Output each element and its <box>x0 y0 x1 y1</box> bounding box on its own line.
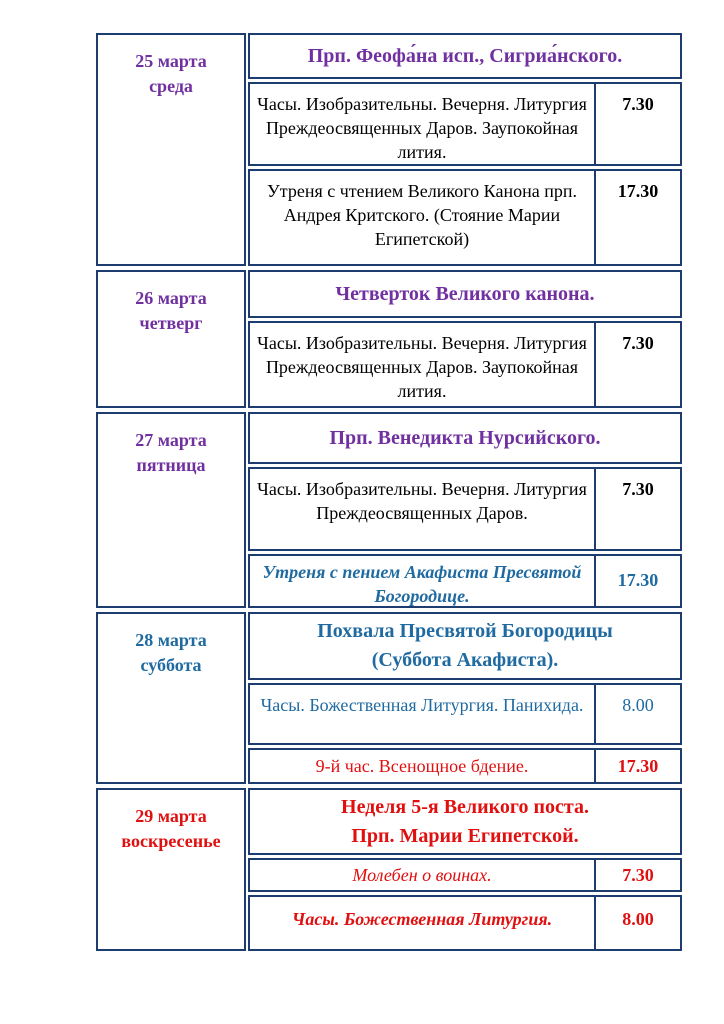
service-description: Часы. Божественная Литургия. <box>248 895 594 951</box>
feast-title: Прп. Феофа́на исп., Сигриа́нского. <box>248 33 682 79</box>
weekday-label: четверг <box>139 313 203 333</box>
service-row <box>248 858 682 892</box>
date-cell <box>96 270 246 408</box>
date-cell <box>96 33 246 266</box>
day-services <box>248 612 682 784</box>
date-cell <box>96 612 246 784</box>
feast-title-line: (Суббота Акафиста). <box>371 649 559 671</box>
service-time: 7.30 <box>594 467 682 551</box>
day-services <box>248 412 682 608</box>
weekday-label: пятница <box>136 455 206 475</box>
service-time: 17.30 <box>594 169 682 266</box>
feast-title: Четверток Великого канона. <box>248 270 682 318</box>
feast-title <box>248 612 682 680</box>
date-label: 26 марта <box>135 288 207 308</box>
date-label: 29 марта <box>135 806 207 826</box>
day-row <box>96 412 682 608</box>
weekday-label: воскресенье <box>121 831 221 851</box>
service-description: Утреня с чтением Великого Канона прп. Андрея Критского. (Стояние Марии Египетской) <box>248 169 594 266</box>
service-time: 7.30 <box>594 82 682 166</box>
day-row <box>96 788 682 951</box>
service-description: Молебен о воинах. <box>248 858 594 892</box>
service-row <box>248 321 682 408</box>
date-cell <box>96 788 246 951</box>
day-row <box>96 612 682 784</box>
service-description: Часы. Изобразительны. Вечерня. Литургия Преждеосвященных Даров. <box>248 467 594 551</box>
date-cell <box>96 412 246 608</box>
service-row <box>248 748 682 784</box>
service-row <box>248 467 682 551</box>
service-time: 8.00 <box>594 895 682 951</box>
service-time: 17.30 <box>594 554 682 608</box>
feast-title-line: Неделя 5-я Великого поста. <box>341 795 589 818</box>
service-description: Часы. Божественная Литургия. Панихида. <box>248 683 594 745</box>
date-label: 28 марта <box>135 630 207 650</box>
day-row <box>96 270 682 408</box>
day-services <box>248 270 682 408</box>
service-time: 7.30 <box>594 858 682 892</box>
service-description: Часы. Изобразительны. Вечерня. Литургия Преждеосвященных Даров. Заупокойная лития. <box>248 321 594 408</box>
feast-title-line: Похвала Пресвятой Богородицы <box>317 620 613 642</box>
day-services <box>248 33 682 266</box>
service-row <box>248 169 682 266</box>
feast-title: Прп. Венедикта Нурсийского. <box>248 412 682 464</box>
feast-title <box>248 788 682 855</box>
day-row <box>96 33 682 266</box>
day-services <box>248 788 682 951</box>
weekday-label: суббота <box>140 655 202 675</box>
feast-title-line: Прп. Марии Египетской. <box>351 824 579 847</box>
service-row <box>248 82 682 166</box>
date-label: 27 марта <box>135 430 207 450</box>
date-label: 25 марта <box>135 51 207 71</box>
service-time: 7.30 <box>594 321 682 408</box>
service-description: Утреня с пением Акафиста Пресвятой Богородице. <box>248 554 594 608</box>
weekday-label: среда <box>149 76 193 96</box>
service-row <box>248 683 682 745</box>
service-time: 17.30 <box>594 748 682 784</box>
service-row <box>248 895 682 951</box>
service-time: 8.00 <box>594 683 682 745</box>
service-row <box>248 554 682 608</box>
service-description: 9-й час. Всенощное бдение. <box>248 748 594 784</box>
service-description: Часы. Изобразительны. Вечерня. Литургия Преждеосвященных Даров. Заупокойная лития. <box>248 82 594 166</box>
schedule-table <box>96 33 682 951</box>
